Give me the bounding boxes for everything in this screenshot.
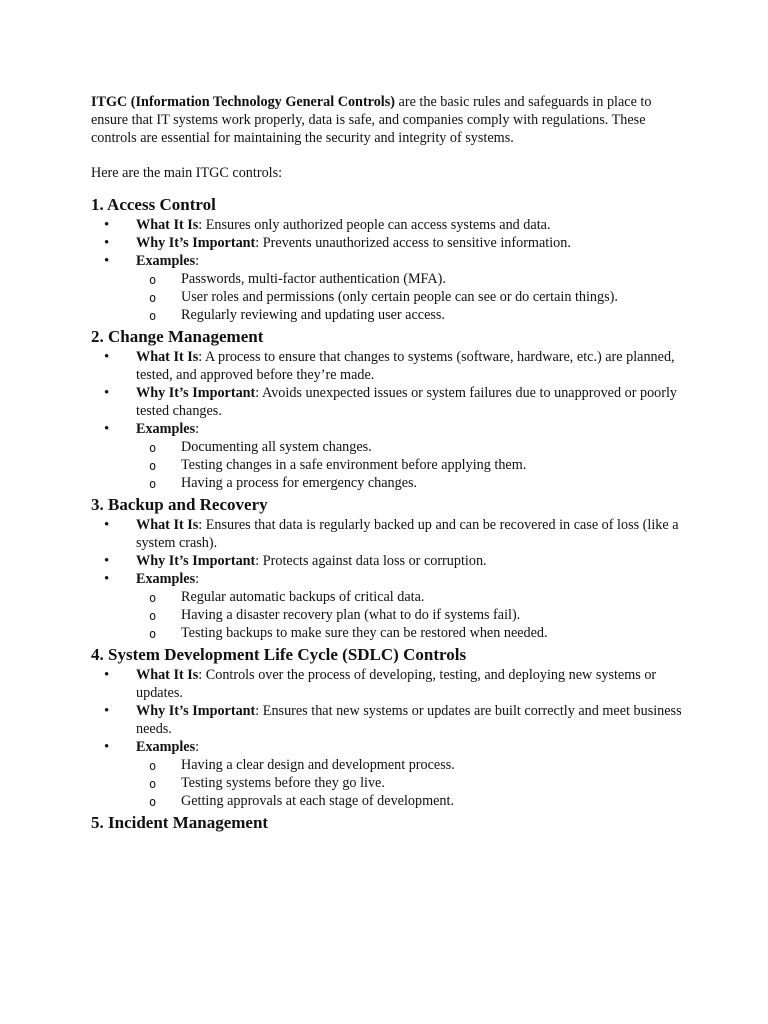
list-item	[91, 348, 691, 384]
section-heading-access-control: 1. Access Control	[91, 195, 216, 214]
section-heading-change-management: 2. Change Management	[91, 327, 264, 346]
section-list-backup-recovery	[91, 516, 691, 642]
example-item: o Testing changes in a safe environment before applying them.	[91, 456, 691, 474]
why-text: : Prevents unauthorized access to sensitive information.	[255, 235, 571, 251]
document-body	[91, 93, 691, 834]
examples-label: Examples	[136, 253, 196, 269]
example-item: o Testing backups to make sure they can be restored when needed.	[91, 624, 691, 642]
section-heading-sdlc-controls: 4. System Development Life Cycle (SDLC) Controls	[91, 645, 467, 664]
example-item: o Having a process for emergency changes.	[91, 474, 691, 492]
why-label: Why It’s Important	[136, 553, 256, 569]
list-item	[91, 234, 691, 252]
examples-label: Examples	[136, 739, 196, 755]
why-label: Why It’s Important	[136, 385, 256, 401]
what-text: : Controls over the process of developing, testing, and deploying new systems or updates.	[136, 667, 657, 701]
example-item: o Getting approvals at each stage of development.	[91, 792, 691, 810]
example-item: o User roles and permissions (only certain people can see or do certain things).	[91, 288, 691, 306]
examples-label: Examples	[136, 421, 196, 437]
intro-paragraph	[91, 93, 691, 147]
section-list-access-control	[91, 216, 691, 324]
list-item: • Examples: o Regular automatic backups of critical data. o Having a disaster recovery plan (what to do if systems fail). o Testing backups to make sure they can be restored when needed.	[91, 570, 691, 642]
what-text: : Ensures only authorized people can access systems and data.	[198, 217, 551, 233]
why-label: Why It’s Important	[136, 235, 256, 251]
what-text: : Ensures that data is regularly backed up and can be recovered in case of loss (like a system crash).	[136, 517, 679, 551]
list-item	[91, 666, 691, 702]
examples-list	[136, 588, 691, 642]
section-list-change-management	[91, 348, 691, 492]
section-list-sdlc-controls	[91, 666, 691, 810]
example-item: o Regularly reviewing and updating user access.	[91, 306, 691, 324]
list-item: • Examples: o Having a clear design and development process. o Testing systems before they go live. o Getting approvals at each stage of development.	[91, 738, 691, 810]
list-item: • Examples: o Passwords, multi-factor authentication (MFA). o User roles and permissions (only certain people can see or do certain things). o Regularly reviewing and updating user access.	[91, 252, 691, 324]
example-item: o Testing systems before they go live.	[91, 774, 691, 792]
example-item: o Passwords, multi-factor authentication (MFA).	[91, 270, 691, 288]
why-label: Why It’s Important	[136, 703, 256, 719]
intro-term: ITGC (Information Technology General Controls)	[91, 94, 395, 110]
list-item	[91, 552, 691, 570]
list-item	[91, 216, 691, 234]
why-text: : Ensures that new systems or updates are built correctly and meet business needs.	[136, 703, 682, 737]
list-item	[91, 384, 691, 420]
examples-list	[136, 438, 691, 492]
section-heading-backup-recovery: 3. Backup and Recovery	[91, 495, 268, 514]
example-item: o Having a disaster recovery plan (what to do if systems fail).	[91, 606, 691, 624]
example-item: o Regular automatic backups of critical data.	[91, 588, 691, 606]
what-label: What It Is	[136, 667, 199, 683]
list-item: • Examples: o Documenting all system changes. o Testing changes in a safe environment before applying them. o Having a process for emergency changes.	[91, 420, 691, 492]
why-text: : Avoids unexpected issues or system failures due to unapproved or poorly tested changes.	[136, 385, 678, 419]
section-heading-incident-management: 5. Incident Management	[91, 813, 269, 832]
intro-text: are the basic rules and safeguards in place to ensure that IT systems work properly, data is safe, and companies comply with regulations. These controls are essential for maintaining the security and integrity of systems.	[91, 94, 652, 146]
examples-label: Examples	[136, 571, 196, 587]
example-item: o Documenting all system changes.	[91, 438, 691, 456]
examples-list	[136, 270, 691, 324]
examples-list	[136, 756, 691, 810]
intro-lead: Here are the main ITGC controls:	[91, 165, 283, 181]
why-text: : Protects against data loss or corruption.	[255, 553, 487, 569]
example-item: o Having a clear design and development process.	[91, 756, 691, 774]
list-item	[91, 516, 691, 552]
what-label: What It Is	[136, 217, 199, 233]
what-label: What It Is	[136, 517, 199, 533]
list-item	[91, 702, 691, 738]
what-text: : A process to ensure that changes to systems (software, hardware, etc.) are planned, tested, and approved before they’re made.	[136, 349, 675, 383]
what-label: What It Is	[136, 349, 199, 365]
